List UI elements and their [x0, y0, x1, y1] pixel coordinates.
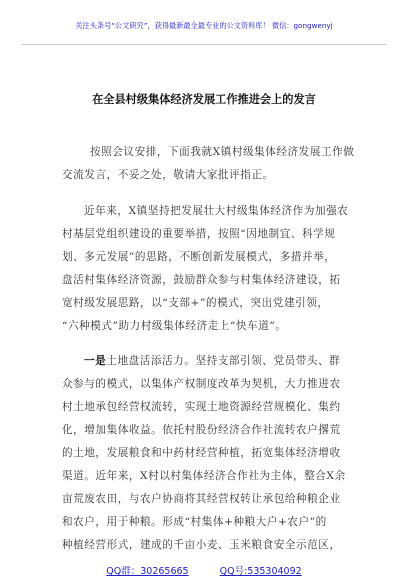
- paragraph-2-line-1: 近年来，X镇坚持把发展壮大村级集体经济作为加强农: [84, 205, 349, 217]
- paragraph-1-line-2: 交流发言，不妥之处，敬请大家批评指正。: [62, 169, 274, 181]
- paragraph-3-line-5: 的土地，发展粮食和中药材经营种植，拓宽集体经济增收: [62, 447, 341, 459]
- paragraph-3-line-7: 亩荒废农田，与农户协商将其经营权转让承包给种粮企业: [62, 493, 341, 505]
- paragraph-3-line-1: [84, 353, 340, 368]
- qq-number-link[interactable]: QQ号:535304092: [219, 566, 302, 577]
- header-banner: 关注头条号“公文研究”，获得最新最全最专业的公文资料库！ 微信：gongwenyj: [75, 21, 333, 30]
- paragraph-3-lead: 一是: [84, 355, 107, 367]
- paragraph-3-line-2: 众参与的模式，以集体产权制度改革为契机，大力推进农: [62, 378, 341, 390]
- paragraph-3-line-4: 化，增加集体收益。依托村股份经济合作社流转农户撂荒: [62, 424, 341, 436]
- paragraph-3-line-1-text: 土地盘活添活力。坚持支部引领、党员带头、群: [106, 355, 341, 367]
- footer-contact: [0, 563, 408, 577]
- header-divider: [22, 44, 386, 45]
- qq-group-link[interactable]: QQ群：30265665: [106, 566, 189, 577]
- paragraph-2-line-2: 村基层党组织建设的重要举措，按照“因地制宜、科学规: [62, 228, 336, 240]
- paragraph-3-line-8: 和农户，用于种粮。形成“村集体+种粮大户+农户”的: [62, 516, 327, 528]
- paragraph-2-line-3: 划、多元发展”的思路，不断创新发展模式，多措并举，: [62, 251, 336, 263]
- paragraph-2-line-4: 盘活村集体经济资源，鼓励群众参与村集体经济建设，拓: [62, 274, 341, 286]
- paragraph-2-line-6: “六种模式”助力村级集体经济走上“快车道”。: [62, 320, 287, 332]
- paragraph-3-line-3: 村土地承包经营权流转，实现土地资源经营规模化、集约: [62, 401, 341, 413]
- paragraph-3-line-6: 渠道。近年来，X村以村集体经济合作社为主体，整合X余: [62, 470, 346, 482]
- paragraph-1-line-1: 按照会议安排，下面我就X镇村级集体经济发展工作做: [90, 146, 355, 158]
- document-title: 在全县村级集体经济发展工作推进会上的发言: [92, 92, 316, 106]
- paragraph-2-line-5: 宽村级发展思路，以“支部+”的模式，突出党建引领，: [62, 297, 329, 309]
- paragraph-3-line-9: 种植经营形式，建成的千亩小麦、玉米粮食安全示范区，: [62, 539, 341, 551]
